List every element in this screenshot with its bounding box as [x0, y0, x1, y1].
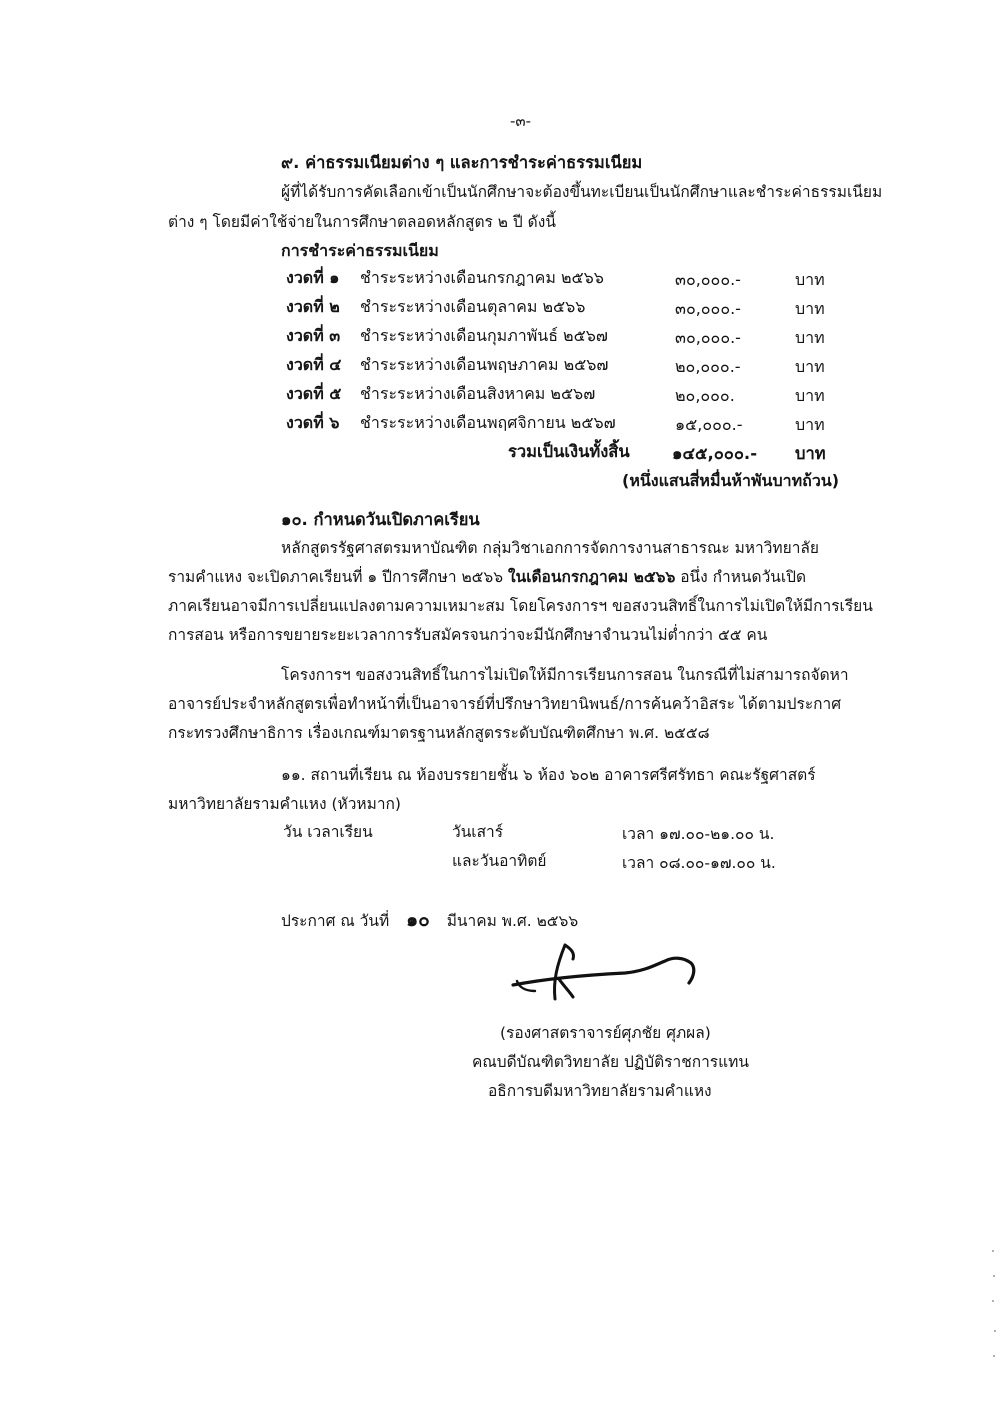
- installment-amount: ๑๕,๐๐๐.-: [675, 415, 743, 434]
- installment-desc: ชำระระหว่างเดือนกรกฎาคม ๒๕๖๖: [360, 268, 604, 287]
- announcement-prefix: ประกาศ ณ วันที่: [281, 912, 390, 930]
- installment-desc: ชำระระหว่างเดือนตุลาคม ๒๕๖๖: [360, 297, 586, 316]
- installment-amount: ๒๐,๐๐๐.: [675, 386, 735, 405]
- installment-desc: ชำระระหว่างเดือนพฤษภาคม ๒๕๖๗: [360, 355, 609, 374]
- installment-desc: ชำระระหว่างเดือนพฤศจิกายน ๒๕๖๗: [360, 413, 616, 432]
- section10-heading: ๑๐. กำหนดวันเปิดภาคเรียน: [281, 510, 480, 529]
- section10-p2-line1: โครงการฯ ขอสงวนสิทธิ์ในการไม่เปิดให้มีการเรียนการสอน ในกรณีที่ไม่สามารถจัดหา: [281, 666, 849, 684]
- installment-amount: ๒๐,๐๐๐.-: [675, 357, 741, 376]
- section9-para-line1: ผู้ที่ได้รับการคัดเลือกเข้าเป็นนักศึกษาจะต้องขึ้นทะเบียนเป็นนักศึกษาและชำระค่าธรรมเนียม: [281, 183, 883, 201]
- installment-unit: บาท: [795, 299, 825, 318]
- installment-label: งวดที่ ๕: [286, 384, 342, 403]
- installment-unit: บาท: [795, 357, 825, 376]
- installment-amount: ๓๐,๐๐๐.-: [675, 270, 741, 289]
- scan-speck: [992, 1300, 994, 1302]
- section9-para-line2: ต่าง ๆ โดยมีค่าใช้จ่ายในการศึกษาตลอดหลักสูตร ๒ ปี ดังนี้: [168, 213, 556, 231]
- schedule-day: และวันอาทิตย์: [452, 852, 547, 870]
- total-amount: ๑๔๕,๐๐๐.-: [672, 444, 758, 463]
- section10-p1-line4: การสอน หรือการขยายระยะเวลาการรับสมัครจนกว่าจะมีนักศึกษาจำนวนไม่ต่ำกว่า ๕๕ คน: [168, 626, 768, 644]
- section9-heading: ๙. ค่าธรรมเนียมต่าง ๆ และการชำระค่าธรรมเนียม: [281, 153, 643, 172]
- total-in-words: (หนึ่งแสนสี่หมื่นห้าพันบาทถ้วน): [622, 471, 840, 490]
- section10-p1-line2: [168, 570, 806, 586]
- installment-label: งวดที่ ๔: [286, 355, 342, 374]
- installment-desc: ชำระระหว่างเดือนกุมภาพันธ์ ๒๕๖๗: [360, 326, 608, 345]
- page-number: -๓-: [510, 112, 532, 130]
- signatory-title-line2: อธิการบดีมหาวิทยาลัยรามคำแหง: [488, 1082, 712, 1100]
- announcement-month-year: มีนาคม พ.ศ. ๒๕๖๖: [446, 912, 579, 930]
- section10-p2-line3: กระทรวงศึกษาธิการ เรื่องเกณฑ์มาตรฐานหลักสูตรระดับบัณฑิตศึกษา พ.ศ. ๒๕๕๘: [168, 724, 710, 742]
- installment-amount: ๓๐,๐๐๐.-: [675, 299, 741, 318]
- schedule-time: เวลา ๐๘.๐๐-๑๗.๐๐ น.: [622, 854, 776, 872]
- schedule-day: วันเสาร์: [452, 823, 504, 841]
- installment-unit: บาท: [795, 415, 825, 434]
- installment-label: งวดที่ ๖: [286, 413, 340, 432]
- schedule-label: วัน เวลาเรียน: [283, 823, 373, 841]
- section10-p1-line1: หลักสูตรรัฐศาสตรมหาบัณฑิต กลุ่มวิชาเอกการจัดการงานสาธารณะ มหาวิทยาลัย: [281, 539, 820, 557]
- scan-speck: [993, 1275, 995, 1277]
- section10-p1-line2-a: รามคำแหง จะเปิดภาคเรียนที่ ๑ ปีการศึกษา ๒๕๖๖: [168, 568, 504, 586]
- installment-label: งวดที่ ๒: [286, 297, 340, 316]
- scan-speck: [992, 1250, 994, 1252]
- section10-p1-line2-c: อนึ่ง กำหนดวันเปิด: [680, 568, 807, 586]
- section10-p1-line2-b: ในเดือนกรกฎาคม ๒๕๖๖: [508, 568, 676, 586]
- section11-line2: มหาวิทยาลัยรามคำแหง (หัวหมาก): [168, 795, 401, 813]
- section10-p2-line2: อาจารย์ประจำหลักสูตรเพื่อทำหน้าที่เป็นอาจารย์ที่ปรึกษาวิทยานิพนธ์/การค้นคว้าอิสระ ได้ตามประกาศ: [168, 695, 842, 713]
- scan-speck: [994, 1330, 996, 1332]
- installment-desc: ชำระระหว่างเดือนสิงหาคม ๒๕๖๗: [360, 384, 596, 403]
- scan-speck: [993, 1355, 995, 1357]
- installment-unit: บาท: [795, 328, 825, 347]
- announcement-date: [281, 911, 578, 930]
- installment-label: งวดที่ ๓: [286, 326, 341, 345]
- installment-label: งวดที่ ๑: [286, 268, 340, 287]
- signatory-title-line1: คณบดีบัณฑิตวิทยาลัย ปฏิบัติราชการแทน: [472, 1053, 749, 1071]
- signatory-name: (รองศาสตราจารย์ศุภชัย ศุภผล): [500, 1024, 711, 1042]
- announcement-day: ๑๐: [406, 909, 430, 931]
- schedule-time: เวลา ๑๗.๐๐-๒๑.๐๐ น.: [622, 825, 775, 843]
- fee-title: การชำระค่าธรรมเนียม: [281, 241, 439, 260]
- total-unit: บาท: [795, 444, 826, 463]
- total-label: รวมเป็นเงินทั้งสิ้น: [508, 442, 630, 461]
- section10-p1-line3: ภาคเรียนอาจมีการเปลี่ยนแปลงตามความเหมาะสม โดยโครงการฯ ขอสงวนสิทธิ์ในการไม่เปิดให้มีการเรียน: [168, 597, 873, 615]
- section11-line1: ๑๑. สถานที่เรียน ณ ห้องบรรยายชั้น ๖ ห้อง ๖๐๒ อาคารศรีศรัทธา คณะรัฐศาสตร์: [281, 766, 816, 784]
- signature-image: [505, 935, 705, 1007]
- installment-amount: ๓๐,๐๐๐.-: [675, 328, 741, 347]
- installment-unit: บาท: [795, 386, 825, 405]
- installment-unit: บาท: [795, 270, 825, 289]
